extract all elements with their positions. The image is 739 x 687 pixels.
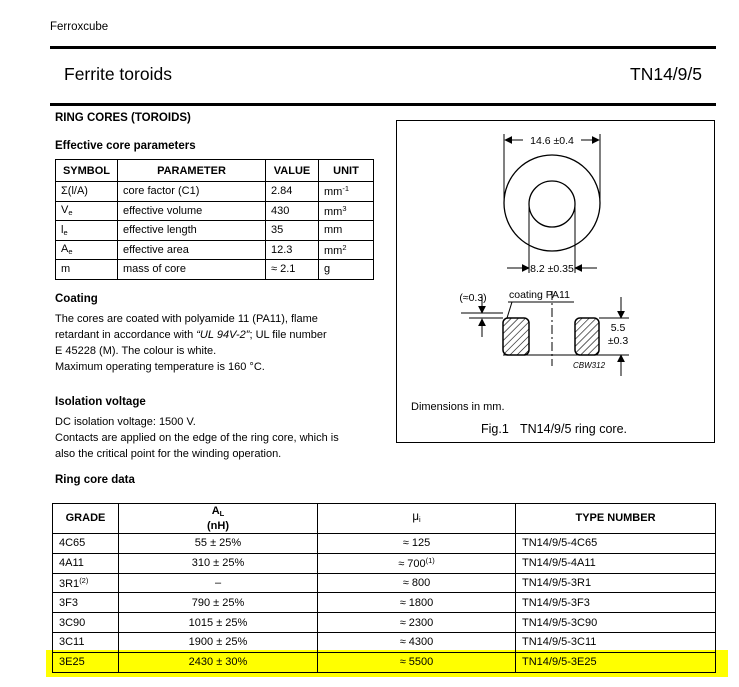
grade-cell: 4A11 [53, 553, 119, 573]
table-row [56, 182, 374, 202]
type-number-cell: TN14/9/5-3C11 [516, 632, 716, 652]
dimensions-note: Dimensions in mm. [411, 401, 505, 413]
grade-cell: 4C65 [53, 534, 119, 554]
grade-cell: 3E25 [53, 652, 119, 672]
col-header-value: VALUE [266, 160, 319, 182]
value-cell: 2.84 [266, 182, 319, 202]
header-rule-top [50, 46, 716, 49]
al-cell: 55 ± 25% [119, 534, 318, 554]
grade-cell: 3C90 [53, 613, 119, 633]
col-header-type-number: TYPE NUMBER [516, 504, 716, 534]
table-row [56, 240, 374, 260]
outer-diameter-dim: 14.6 ±0.4 [530, 135, 574, 147]
coating-thickness-dim: (≈0.3) [459, 292, 487, 304]
mu-cell: ≈ 1800 [318, 593, 516, 613]
height-dim-value: 5.5 [610, 322, 626, 334]
unit-cell: g [319, 260, 374, 280]
parameter-cell: effective volume [118, 201, 266, 221]
coating-label: coating PA11 [509, 289, 570, 301]
height-dim-tolerance: ±0.3 [607, 335, 629, 347]
col-header-grade: GRADE [53, 504, 119, 534]
al-cell: 2430 ± 30% [119, 652, 318, 672]
symbol-cell: Σ(l/A) [56, 182, 118, 202]
mu-cell: ≈ 4300 [318, 632, 516, 652]
section-title-ring-core-data: Ring core data [55, 474, 135, 486]
ring-core-data-table [52, 503, 716, 673]
brand-name: Ferroxcube [50, 21, 109, 33]
value-cell: ≈ 2.1 [266, 260, 319, 280]
col-header-al: $A_L$ (nH) [119, 504, 318, 534]
al-cell: 310 ± 25% [119, 553, 318, 573]
drawing-code: CBW312 [573, 361, 606, 370]
table-row [53, 553, 716, 573]
table-row [53, 593, 716, 613]
type-number-cell: TN14/9/5-3E25 [516, 652, 716, 672]
al-cell: – [119, 573, 318, 593]
grade-cell: 3C11 [53, 632, 119, 652]
section-title-coating: Coating [55, 293, 98, 305]
table-row [56, 201, 374, 221]
ring-core-drawing [397, 121, 713, 441]
section-title-effective-params: Effective core parameters [55, 140, 196, 152]
table-row [53, 632, 716, 652]
col-header-parameter: PARAMETER [118, 160, 266, 182]
col-header-unit: UNIT [319, 160, 374, 182]
type-number-cell: TN14/9/5-3F3 [516, 593, 716, 613]
text-line: Contacts are applied on the edge of the ring core, which is [55, 432, 339, 444]
symbol-cell: $l_e$ [56, 221, 118, 241]
al-cell: 790 ± 25% [119, 593, 318, 613]
table-header-row [56, 160, 374, 182]
text-line: DC isolation voltage: 1500 V. [55, 416, 196, 428]
text-line: Maximum operating temperature is 160 °C. [55, 361, 265, 373]
text-line: retardant in accordance with “UL 94V-2”; UL file number [55, 329, 327, 341]
ul-rating: “UL 94V-2” [196, 329, 250, 341]
grade-cell: 3R1$^{(2)}$ [53, 573, 119, 593]
symbol-cell: $A_e$ [56, 240, 118, 260]
col-header-symbol: SYMBOL [56, 160, 118, 182]
table-row-highlighted [53, 652, 716, 672]
effective-params-table [55, 159, 374, 280]
figure-caption-label: Fig.1 [481, 422, 509, 436]
coating-paragraph [55, 311, 395, 375]
isolation-paragraph [55, 414, 400, 462]
text-line: The cores are coated with polyamide 11 (PA11), flame [55, 313, 318, 325]
part-number: TN14/9/5 [630, 64, 702, 84]
table-row [56, 260, 374, 280]
parameter-cell: mass of core [118, 260, 266, 280]
toroid-top-view [504, 133, 600, 275]
unit-cell: mm [319, 221, 374, 241]
type-number-cell: TN14/9/5-3C90 [516, 613, 716, 633]
mu-cell: ≈ 5500 [318, 652, 516, 672]
toroid-cross-section [459, 289, 629, 376]
section-title-isolation: Isolation voltage [55, 396, 146, 408]
value-cell: 35 [266, 221, 319, 241]
value-cell: 430 [266, 201, 319, 221]
page-title: Ferrite toroids [64, 64, 172, 84]
figure-1-box [396, 120, 715, 443]
symbol-cell: m [56, 260, 118, 280]
unit-cell: $mm^{-1}$ [319, 182, 374, 202]
type-number-cell: TN14/9/5-4C65 [516, 534, 716, 554]
text-line: E 45228 (M). The colour is white. [55, 345, 217, 357]
parameter-cell: core factor (C1) [118, 182, 266, 202]
table-row [53, 613, 716, 633]
table-row [53, 573, 716, 593]
figure-caption-text: TN14/9/5 ring core. [520, 422, 627, 436]
inner-diameter-dim: 8.2 ±0.35 [530, 263, 574, 275]
text-line: also the critical point for the winding operation. [55, 448, 282, 460]
parameter-cell: effective length [118, 221, 266, 241]
value-cell: 12.3 [266, 240, 319, 260]
parameter-cell: effective area [118, 240, 266, 260]
table-header-row [53, 504, 716, 534]
al-cell: 1900 ± 25% [119, 632, 318, 652]
type-number-cell: TN14/9/5-3R1 [516, 573, 716, 593]
table-row [53, 534, 716, 554]
al-cell: 1015 ± 25% [119, 613, 318, 633]
header-rule-bottom [50, 103, 716, 106]
grade-cell: 3F3 [53, 593, 119, 613]
symbol-cell: $V_e$ [56, 201, 118, 221]
mu-cell: ≈ $700^{(1)}$ [318, 553, 516, 573]
section-title-ring-cores: RING CORES (TOROIDS) [55, 112, 191, 124]
table-row [56, 221, 374, 241]
unit-cell: $mm^2$ [319, 240, 374, 260]
mu-cell: ≈ 125 [318, 534, 516, 554]
mu-cell: ≈ 2300 [318, 613, 516, 633]
unit-cell: $mm^3$ [319, 201, 374, 221]
mu-cell: ≈ 800 [318, 573, 516, 593]
type-number-cell: TN14/9/5-4A11 [516, 553, 716, 573]
col-header-mu: $\mu_i$ [318, 504, 516, 534]
